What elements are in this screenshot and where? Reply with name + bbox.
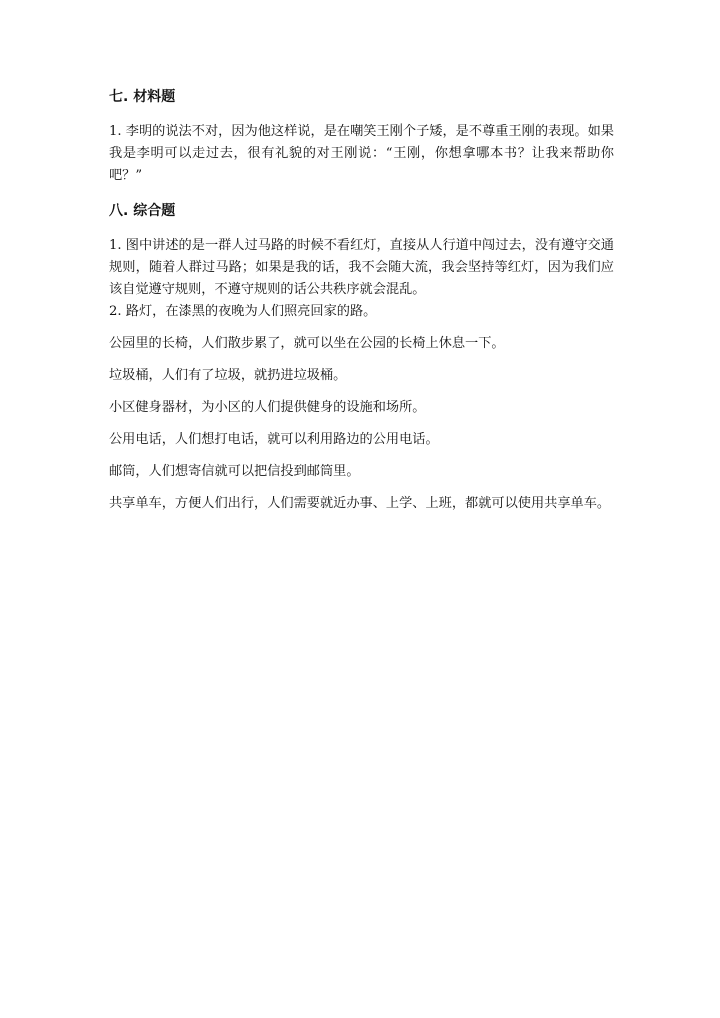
section-8-paragraph-trash-can: 垃圾桶，人们有了垃圾，就扔进垃圾桶。 [109,368,347,383]
section-8-answer-2: 2. 路灯，在漆黑的夜晚为人们照亮回家的路。 [109,304,377,319]
section-7-title: 七. 材料题 [109,89,176,105]
section-8-paragraph-mailbox: 邮筒，人们想寄信就可以把信投到邮筒里。 [109,464,360,479]
section-8-answer-1: 1. 图中讲述的是一群人过马路的时候不看红灯，直接从人行道中闯过去，没有遵守交通规则，随着人群过马路；如果是我的话，我不会随大流，我会坚持等红灯，因为我们应该自觉遵守规则，不遵守规则的话公共秩序就会混乱。 [109,238,614,297]
section-8-paragraph-shared-bike: 共享单车，方便人们出行，人们需要就近办事、上学、上班，都就可以使用共享单车。 [109,496,611,511]
section-7-answer-1: 1. 李明的说法不对，因为他这样说，是在嘲笑王刚个子矮，是不尊重王刚的表现。如果我是李明可以走过去，很有礼貌的对王刚说：“王刚，你想拿哪本书？让我来帮助你吧？” [109,124,614,183]
section-8-paragraph-fitness-equipment: 小区健身器材，为小区的人们提供健身的设施和场所。 [109,400,426,415]
answer-content [109,87,614,515]
section-8-paragraph-bench: 公园里的长椅，人们散步累了，就可以坐在公园的长椅上休息一下。 [109,336,505,351]
section-8-title: 八. 综合题 [109,203,176,219]
section-8-paragraph-public-phone: 公用电话，人们想打电话，就可以利用路边的公用电话。 [109,432,439,447]
